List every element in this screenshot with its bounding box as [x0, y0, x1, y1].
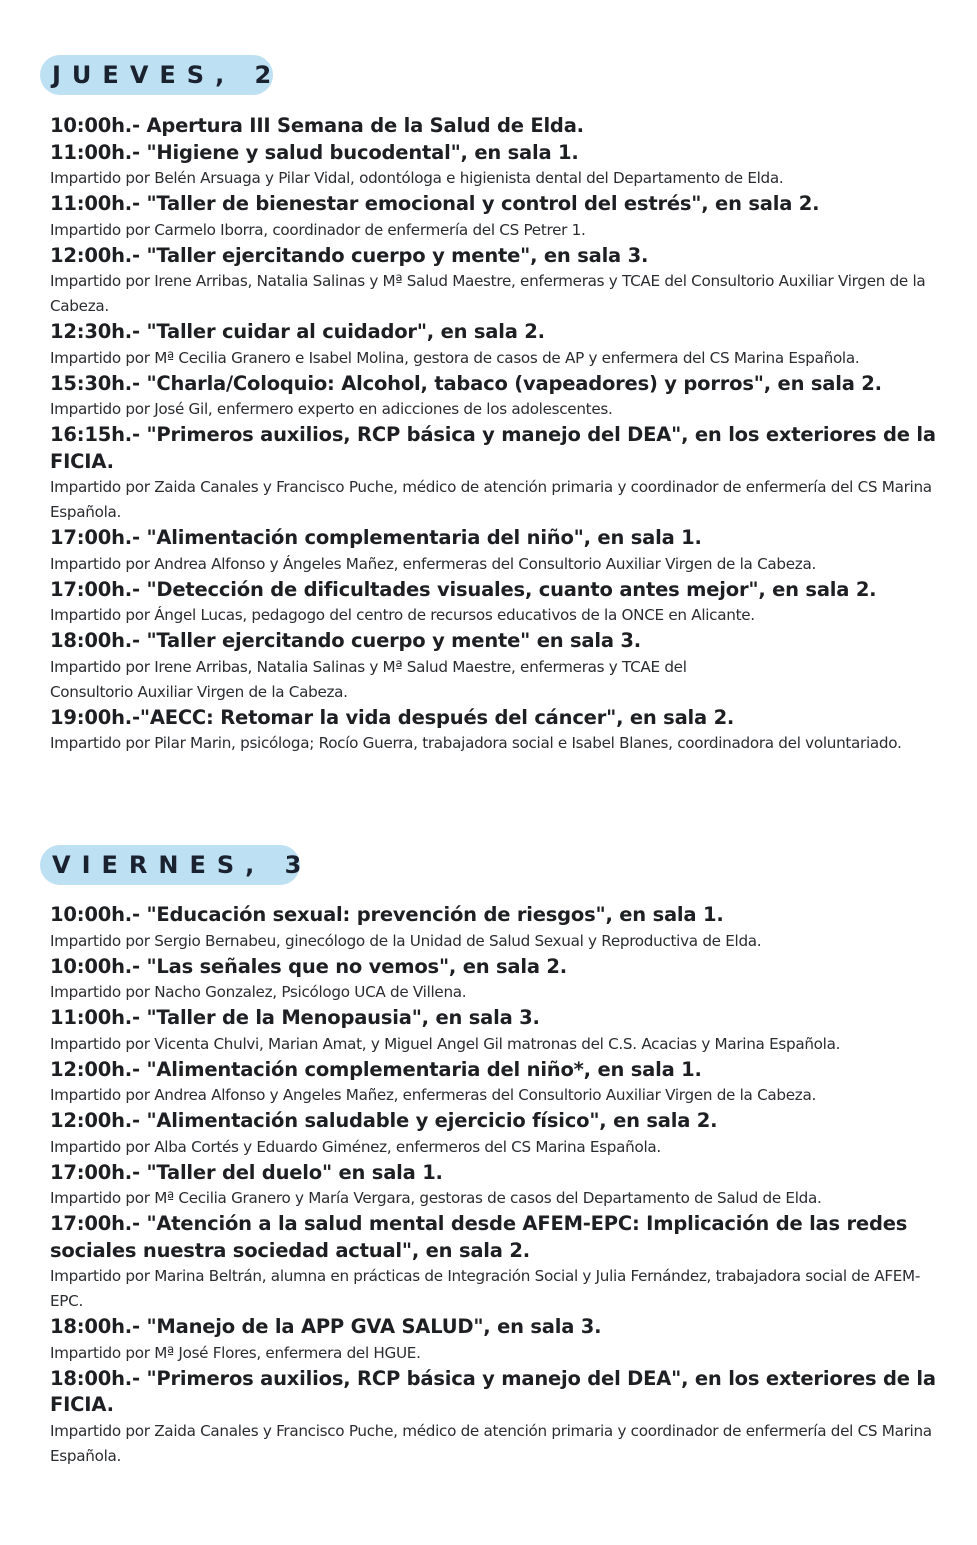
event-item [50, 1005, 950, 1057]
event-description: Impartido por Irene Arribas, Natalia Salinas y Mª Salud Maestre, enfermeras y TCAE del Consultorio Auxiliar Virgen de la Cabeza. [50, 657, 687, 701]
event-description: Impartido por Belén Arsuaga y Pilar Vidal, odontóloga e higienista dental del Departamento de Elda. [50, 169, 784, 187]
event-item [50, 191, 950, 243]
event-description: Impartido por Alba Cortés y Eduardo Giménez, enfermeros del CS Marina Española. [50, 1137, 661, 1156]
event-item [50, 1057, 950, 1109]
event-item [50, 525, 950, 577]
event-description: Impartido por Andrea Alfonso y Ángeles Mañez, enfermeras del Consultorio Auxiliar Virgen de la Cabeza. [50, 554, 816, 573]
event-title: 17:00h.- "Alimentación complementaria del niño", en sala 1. [50, 526, 702, 549]
event-item [50, 371, 950, 423]
event-list [50, 902, 950, 1469]
event-item [50, 902, 950, 954]
event-description: Impartido por José Gil, enfermero experto en adicciones de los adolescentes. [50, 400, 613, 418]
event-title: 10:00h.- "Las señales que no vemos", en sala 2. [50, 954, 567, 978]
day-heading: VIERNES, 3 [40, 845, 300, 885]
event-title: 19:00h.-"AECC: Retomar la vida después del cáncer", en sala 2. [50, 705, 735, 729]
event-description: Impartido por Mª Cecilia Granero e Isabel Molina, gestora de casos de AP y enfermera del CS Marina Española. [50, 348, 860, 367]
event-item [50, 1314, 950, 1366]
event-description: Impartido por Marina Beltrán, alumna en prácticas de Integración Social y Julia Fernández, trabajadora social de AFEM-EPC. [50, 1267, 921, 1310]
event-description: Impartido por Irene Arribas, Natalia Salinas y Mª Salud Maestre, enfermeras y TCAE del Consultorio Auxiliar Virgen de la Cabeza. [50, 272, 926, 315]
event-title: 12:00h.- "Alimentación saludable y ejercicio físico", en sala 2. [50, 1109, 718, 1132]
event-item [50, 319, 950, 371]
event-title: 11:00h.- "Higiene y salud bucodental", en sala 1. [50, 140, 579, 164]
event-title: 12:00h.- "Alimentación complementaria del niño*, en sala 1. [50, 1057, 702, 1081]
event-item [50, 140, 950, 192]
event-item [50, 1366, 950, 1469]
event-item [50, 628, 950, 705]
event-title: 12:00h.- "Taller ejercitando cuerpo y mente", en sala 3. [50, 243, 649, 267]
event-item [50, 1108, 950, 1160]
day-heading: JUEVES, 2 [40, 55, 273, 95]
event-title: 10:00h.- "Educación sexual: prevención de riesgos", en sala 1. [50, 903, 724, 926]
event-title: 18:00h.- "Taller ejercitando cuerpo y mente" en sala 3. [50, 629, 641, 652]
event-title: 10:00h.- Apertura III Semana de la Salud de Elda. [50, 114, 584, 137]
event-title: 17:00h.- "Detección de dificultades visuales, cuanto antes mejor", en sala 2. [50, 577, 877, 601]
event-title: 15:30h.- "Charla/Coloquio: Alcohol, tabaco (vapeadores) y porros", en sala 2. [50, 371, 882, 395]
event-item [50, 1211, 950, 1314]
event-description: Impartido por Mª Cecilia Granero y María Vergara, gestoras de casos del Departamento de Salud de Elda. [50, 1189, 822, 1207]
event-item [50, 705, 950, 757]
event-title: 17:00h.- "Atención a la salud mental desde AFEM-EPC: Implicación de las redes sociales nuestra sociedad actual", en sala 2. [50, 1212, 908, 1262]
event-description: Impartido por Zaida Canales y Francisco Puche, médico de atención primaria y coordinador de enfermería del CS Marina Española. [50, 478, 932, 521]
event-title: 17:00h.- "Taller del duelo" en sala 1. [50, 1160, 443, 1184]
event-item [50, 113, 950, 140]
event-description: Impartido por Zaida Canales y Francisco Puche, médico de atención primaria y coordinador de enfermería del CS Marina Española. [50, 1421, 932, 1465]
event-item [50, 1160, 950, 1212]
event-title: 16:15h.- "Primeros auxilios, RCP básica y manejo del DEA", en los exteriores de la FICIA. [50, 423, 936, 473]
event-item [50, 954, 950, 1006]
event-description: Impartido por Mª José Flores, enfermera del HGUE. [50, 1343, 421, 1362]
event-item [50, 422, 950, 525]
event-description: Impartido por Vicenta Chulvi, Marian Amat, y Miguel Angel Gil matronas del C.S. Acacias y Marina Española. [50, 1034, 841, 1053]
event-description: Impartido por Carmelo Iborra, coordinador de enfermería del CS Petrer 1. [50, 220, 586, 239]
event-title: 12:30h.- "Taller cuidar al cuidador", en sala 2. [50, 320, 545, 343]
event-description: Impartido por Pilar Marin, psicóloga; Rocío Guerra, trabajadora social e Isabel Blanes, coordinadora del voluntariado. [50, 734, 902, 752]
event-description: Impartido por Sergio Bernabeu, ginecólogo de la Unidad de Salud Sexual y Reproductiva de Elda. [50, 931, 762, 950]
event-description: Impartido por Nacho Gonzalez, Psicólogo UCA de Villena. [50, 983, 467, 1001]
event-title: 18:00h.- "Manejo de la APP GVA SALUD", en sala 3. [50, 1315, 602, 1338]
event-item [50, 577, 950, 629]
event-description: Impartido por Ángel Lucas, pedagogo del centro de recursos educativos de la ONCE en Alicante. [50, 606, 755, 624]
event-title: 18:00h.- "Primeros auxilios, RCP básica y manejo del DEA", en los exteriores de la FICIA. [50, 1366, 936, 1416]
event-list [50, 113, 950, 756]
event-title: 11:00h.- "Taller de bienestar emocional y control del estrés", en sala 2. [50, 192, 820, 215]
event-item [50, 243, 950, 320]
event-description: Impartido por Andrea Alfonso y Angeles Mañez, enfermeras del Consultorio Auxiliar Virgen de la Cabeza. [50, 1086, 816, 1104]
event-title: 11:00h.- "Taller de la Menopausia", en sala 3. [50, 1006, 540, 1029]
